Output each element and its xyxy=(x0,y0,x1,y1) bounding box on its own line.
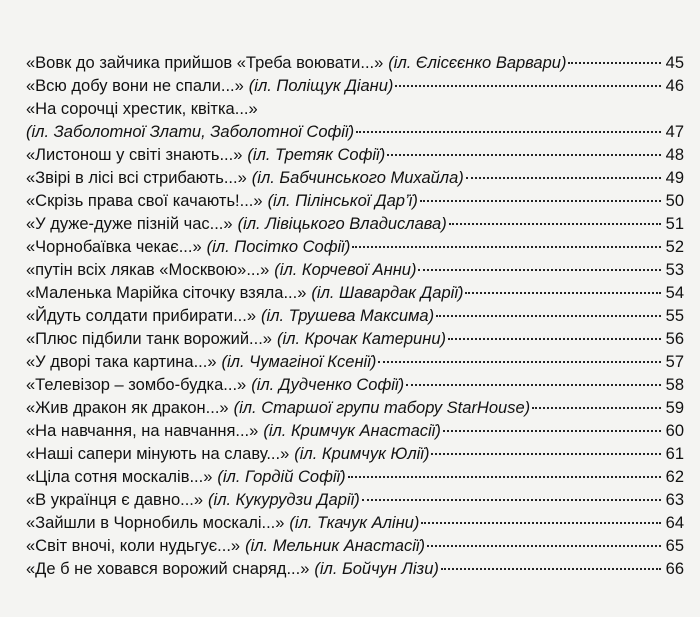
toc-entry-title: «Скрізь права свої качають!...» xyxy=(26,192,263,210)
toc-entry-illustrator: (іл. Лівіцького Владислава) xyxy=(237,215,447,233)
toc-entry-illustrator: (іл. Кримчук Юлії) xyxy=(294,445,430,463)
toc-entry-title: «У дуже-дуже пізній час...» xyxy=(26,215,233,233)
toc-entry xyxy=(26,374,684,397)
toc-entry-page-number: 46 xyxy=(665,77,684,95)
toc-entry-title: «путін всіх лякав «Москвою»...» xyxy=(26,261,270,279)
toc-entry-illustrator: (іл. Заболотної Злати, Заболотної Софії) xyxy=(26,123,355,141)
toc-entry xyxy=(26,236,684,259)
dot-leader xyxy=(568,62,661,64)
toc-entry xyxy=(26,75,684,98)
toc-entry xyxy=(26,351,684,374)
toc-entry xyxy=(26,213,684,236)
dot-leader xyxy=(427,545,661,547)
dot-leader xyxy=(362,499,661,501)
toc-entry-illustrator: (іл. Поліщук Діани) xyxy=(248,77,394,95)
toc-entry xyxy=(26,558,684,581)
dot-leader xyxy=(418,269,661,271)
toc-entry-page-number: 55 xyxy=(665,307,684,325)
toc-entry-title: «В українця є давно...» xyxy=(26,491,204,509)
toc-entry-page-number: 53 xyxy=(665,261,684,279)
toc-entry xyxy=(26,512,684,535)
toc-entry-page-number: 57 xyxy=(665,353,684,371)
toc-entry-page-number: 48 xyxy=(665,146,684,164)
toc-entry-page-number: 64 xyxy=(665,514,684,532)
toc-entry xyxy=(26,305,684,328)
toc-entry-page-number: 66 xyxy=(665,560,684,578)
dot-leader xyxy=(356,131,661,133)
dot-leader xyxy=(420,200,661,202)
dot-leader xyxy=(436,315,661,317)
toc-entry-illustrator: (іл. Гордій Софії) xyxy=(217,468,346,486)
toc-entry-page-number: 47 xyxy=(665,123,684,141)
toc-entry xyxy=(26,259,684,282)
toc-entry xyxy=(26,167,684,190)
toc-entry xyxy=(26,52,684,75)
toc-entry-title: «Ціла сотня москалів...» xyxy=(26,468,213,486)
toc-entry-illustrator: (іл. Старшої групи табору StarHouse) xyxy=(233,399,531,417)
toc-entry-illustrator: (іл. Дудченко Софії) xyxy=(251,376,405,394)
toc-entry xyxy=(26,420,684,443)
toc-entry-title: «Зайшли в Чорнобиль москалі...» xyxy=(26,514,285,532)
toc-entry-page-number: 52 xyxy=(665,238,684,256)
toc-entry-page-number: 58 xyxy=(665,376,684,394)
toc-entry-page-number: 61 xyxy=(665,445,684,463)
toc-entry-page-number: 62 xyxy=(665,468,684,486)
toc-entry-title: «Світ вночі, коли нудьгує...» xyxy=(26,537,241,555)
dot-leader xyxy=(387,154,661,156)
toc-entry-title: «Вовк до зайчика прийшов «Треба воювати...» xyxy=(26,54,384,72)
toc-entry-title: «На сорочці хрестик, квітка...» xyxy=(26,100,258,118)
toc-entry-illustrator: (іл. Ткачук Аліни) xyxy=(289,514,420,532)
dot-leader xyxy=(378,361,661,363)
dot-leader xyxy=(352,246,661,248)
dot-leader xyxy=(443,430,661,432)
toc-entry xyxy=(26,190,684,213)
toc-entry-title: «Йдуть солдати прибирати...» xyxy=(26,307,257,325)
dot-leader xyxy=(466,177,661,179)
toc-entry xyxy=(26,282,684,305)
toc-entry-illustrator: (іл. Третяк Софії) xyxy=(247,146,386,164)
toc-entry-illustrator: (іл. Чумагіної Ксенії) xyxy=(221,353,377,371)
toc-entry-illustrator: (іл. Бабчинського Михайла) xyxy=(251,169,464,187)
toc-entry-page-number: 59 xyxy=(665,399,684,417)
toc-entry xyxy=(26,397,684,420)
toc-entry xyxy=(26,443,684,466)
toc-entry-illustrator: (іл. Кукурудзи Дарії) xyxy=(208,491,360,509)
toc-entry-illustrator: (іл. Кримчук Анастасії) xyxy=(263,422,441,440)
toc-entry-illustrator: (іл. Шавардак Дарії) xyxy=(311,284,464,302)
dot-leader xyxy=(406,384,661,386)
dot-leader xyxy=(449,223,661,225)
toc-entry-illustrator: (іл. Посітко Софії) xyxy=(206,238,351,256)
table-of-contents xyxy=(26,52,684,581)
toc-entry-page-number: 50 xyxy=(665,192,684,210)
toc-entry-illustrator: (іл. Корчевої Анни) xyxy=(274,261,417,279)
toc-entry-page-number: 54 xyxy=(665,284,684,302)
toc-entry-illustrator: (іл. Бойчун Лізи) xyxy=(314,560,439,578)
toc-entry-page-number: 63 xyxy=(665,491,684,509)
toc-entry-title: «На навчання, на навчання...» xyxy=(26,422,259,440)
toc-entry-page-number: 65 xyxy=(665,537,684,555)
dot-leader xyxy=(395,85,661,87)
toc-entry-illustrator: (іл. Єлісєєнко Варвари) xyxy=(388,54,567,72)
toc-entry-title: «Маленька Марійка сіточку взяла...» xyxy=(26,284,307,302)
toc-entry-page-number: 51 xyxy=(665,215,684,233)
dot-leader xyxy=(465,292,661,294)
toc-entry xyxy=(26,466,684,489)
dot-leader xyxy=(448,338,661,340)
dot-leader xyxy=(421,522,661,524)
toc-entry xyxy=(26,121,684,144)
toc-entry-title: «Звірі в лісі всі стрибають...» xyxy=(26,169,247,187)
toc-entry xyxy=(26,98,684,121)
toc-entry xyxy=(26,328,684,351)
toc-entry-page-number: 56 xyxy=(665,330,684,348)
toc-entry-title: «Де б не ховався ворожий снаряд...» xyxy=(26,560,310,578)
toc-entry-title: «У дворі така картина...» xyxy=(26,353,217,371)
dot-leader xyxy=(348,476,661,478)
toc-entry-page-number: 60 xyxy=(665,422,684,440)
dot-leader xyxy=(532,407,661,409)
toc-entry-page-number: 45 xyxy=(665,54,684,72)
toc-entry-title: «Плюс підбили танк ворожий...» xyxy=(26,330,272,348)
toc-entry-page-number: 49 xyxy=(665,169,684,187)
toc-entry-illustrator: (іл. Крочак Катерини) xyxy=(277,330,446,348)
toc-entry xyxy=(26,489,684,512)
toc-entry-title: «Телевізор – зомбо-будка...» xyxy=(26,376,247,394)
toc-entry-illustrator: (іл. Мельник Анастасії) xyxy=(245,537,426,555)
dot-leader xyxy=(431,453,661,455)
toc-entry xyxy=(26,144,684,167)
toc-entry-title: «Листонош у світі знають...» xyxy=(26,146,243,164)
toc-entry-title: «Наші сапери мінують на славу...» xyxy=(26,445,290,463)
toc-entry-title: «Чорнобаївка чекає...» xyxy=(26,238,202,256)
toc-entry-title: «Всю добу вони не спали...» xyxy=(26,77,244,95)
toc-entry-illustrator: (іл. Пілінської Дар’ї) xyxy=(267,192,418,210)
dot-leader xyxy=(441,568,661,570)
toc-entry xyxy=(26,535,684,558)
toc-entry-illustrator: (іл. Трушева Максима) xyxy=(261,307,435,325)
toc-entry-title: «Жив дракон як дракон...» xyxy=(26,399,229,417)
